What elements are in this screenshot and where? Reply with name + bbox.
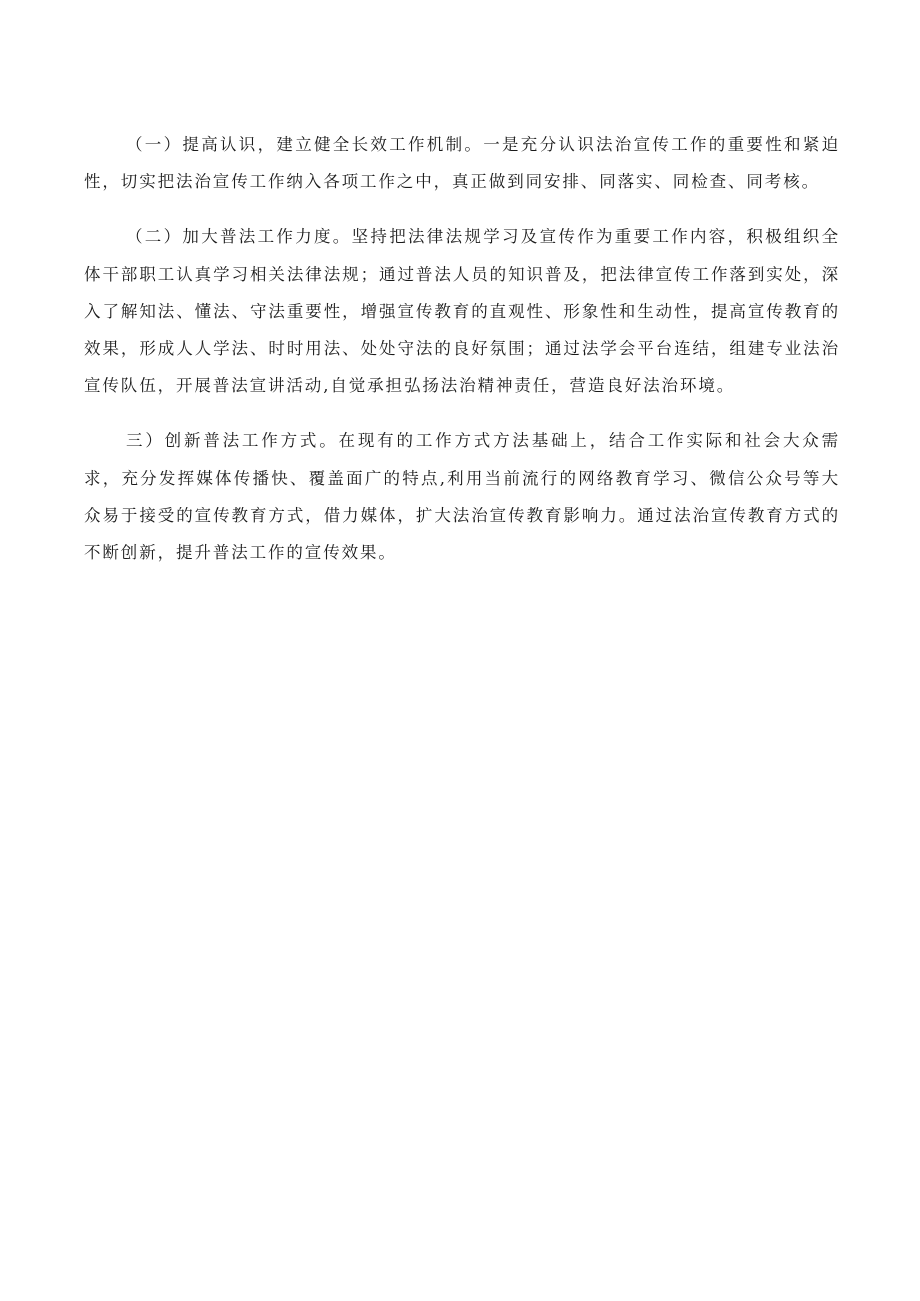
- document-body: [84, 126, 840, 589]
- paragraph-2: （二）加大普法工作力度。坚持把法律法规学习及宣传作为重要工作内容，积极组织全体干部职工认真学习相关法律法规；通过普法人员的知识普及，把法律宣传工作落到实处，深入了解知法、懂法、守法重要性，增强宣传教育的直观性、形象性和生动性，提高宣传教育的效果，形成人人学法、时时用法、处处守法的良好氛围；通过法学会平台连结，组建专业法治宣传队伍，开展普法宣讲活动,自觉承担弘扬法治精神责任，营造良好法治环境。: [84, 227, 840, 396]
- paragraph-1: （一）提高认识，建立健全长效工作机制。一是充分认识法治宣传工作的重要性和紧迫性，切实把法治宣传工作纳入各项工作之中，真正做到同安排、同落实、同检查、同考核。: [84, 135, 840, 192]
- paragraph-3: 三）创新普法工作方式。在现有的工作方式方法基础上，结合工作实际和社会大众需求，充分发挥媒体传播快、覆盖面广的特点,利用当前流行的网络教育学习、微信公众号等大众易于接受的宣传教育方式，借力媒体，扩大法治宣传教育影响力。通过法治宣传教育方式的不断创新，提升普法工作的宣传效果。: [84, 431, 840, 563]
